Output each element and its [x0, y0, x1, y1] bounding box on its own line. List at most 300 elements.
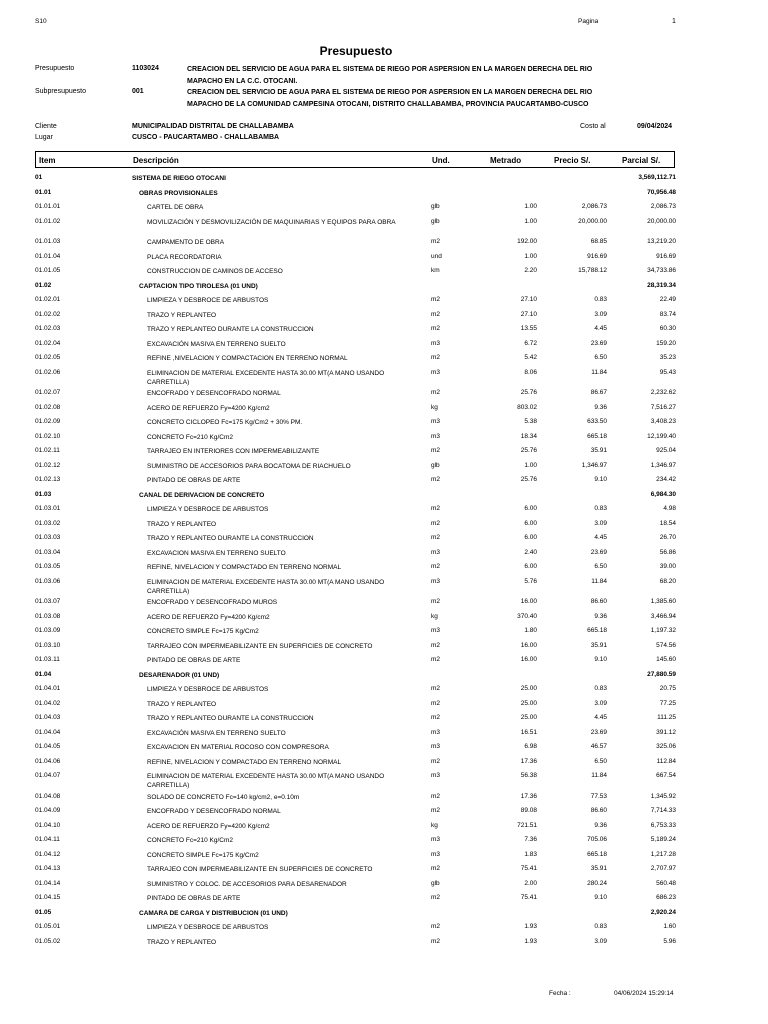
- row-description: EXCAVACION MASIVA EN TERRENO SUELTO: [147, 549, 286, 557]
- row-metrado: 2.40: [524, 548, 537, 556]
- row-parcial: 68.20: [659, 577, 676, 585]
- row-unit: m2: [431, 563, 441, 570]
- row-description: CONCRETO SIMPLE Fc=175 Kg/Cm2: [147, 628, 259, 635]
- row-metrado: 1.00: [524, 217, 537, 225]
- row-description: TRAZO Y REPLANTEO: [147, 520, 217, 528]
- row-item-code: 01.02.01: [35, 296, 61, 303]
- row-description: ENCOFRADO Y DESENCOFRADO NORMAL: [147, 808, 281, 815]
- row-parcial: 12,199.40: [647, 432, 676, 440]
- row-parcial: 3,569,112.71: [638, 174, 676, 181]
- row-unit: m2: [431, 923, 441, 930]
- row-parcial: 34,733.86: [647, 267, 676, 274]
- row-parcial: 2,232.62: [650, 389, 676, 396]
- row-description: CANAL DE DERIVACION DE CONCRETO: [139, 491, 265, 499]
- row-parcial: 26.70: [659, 534, 676, 541]
- row-precio: 11.84: [591, 368, 607, 376]
- row-parcial: 925.04: [656, 447, 676, 454]
- row-parcial: 1.60: [663, 923, 676, 930]
- row-item-code: 01.04.02: [35, 699, 61, 707]
- row-metrado: 27.10: [520, 296, 537, 303]
- row-description: LIMPIEZA Y DESBROCE DE ARBUSTOS: [147, 297, 269, 304]
- row-metrado: 1.83: [524, 850, 537, 858]
- row-item-code: 01.03.10: [35, 641, 61, 649]
- row-item-code: 01.01.03: [35, 238, 61, 245]
- row-parcial: 1,385.60: [650, 598, 676, 605]
- row-unit: m3: [431, 418, 441, 425]
- row-precio: 9.36: [594, 821, 607, 829]
- row-unit: m2: [431, 296, 441, 303]
- row-metrado: 5.38: [524, 418, 537, 425]
- row-unit: m3: [431, 432, 441, 440]
- row-description: LIMPIEZA Y DESBROCE DE ARBUSTOS: [147, 686, 269, 693]
- row-item-code: 01.04.04: [35, 728, 61, 736]
- fecha-label: Fecha :: [549, 990, 571, 997]
- row-item-code: 01.03.05: [35, 563, 61, 570]
- row-item-code: 01.02.09: [35, 418, 61, 425]
- row-parcial: 83.74: [659, 310, 676, 318]
- row-precio: 3.09: [594, 937, 607, 945]
- row-metrado: 75.41: [520, 865, 537, 872]
- row-item-code: 01.05.02: [35, 937, 61, 945]
- row-item-code: 01.04: [35, 670, 52, 678]
- row-unit: m3: [431, 577, 441, 585]
- row-description: ENCOFRADO Y DESENCOFRADO MUROS: [147, 599, 278, 606]
- row-description: PINTADO DE OBRAS DE ARTE: [147, 477, 241, 484]
- row-unit: kg: [431, 612, 438, 620]
- row-description: LIMPIEZA Y DESBROCE DE ARBUSTOS: [147, 924, 269, 931]
- row-parcial: 35.23: [659, 354, 676, 361]
- row-metrado: 18.34: [520, 432, 537, 440]
- row-item-code: 01.04.08: [35, 792, 61, 800]
- row-precio: 3.09: [594, 699, 607, 707]
- row-description: TRAZO Y REPLANTEO DURANTE LA CONSTRUCCION: [147, 715, 314, 722]
- row-unit: m2: [431, 714, 441, 721]
- row-description: TRAZO Y REPLANTEO: [147, 938, 217, 946]
- row-metrado: 721.51: [517, 821, 537, 829]
- row-description: TRAZO Y REPLANTEO DURANTE LA CONSTRUCCION: [147, 535, 314, 542]
- cliente-value: MUNICIPALIDAD DISTRITAL DE CHALLABAMBA: [132, 123, 294, 130]
- row-precio: 665.18: [587, 850, 607, 858]
- row-unit: m2: [431, 238, 441, 245]
- subpresupuesto-code: 001: [132, 88, 144, 95]
- row-parcial: 112.84: [656, 757, 676, 765]
- row-precio: 35.91: [590, 447, 607, 454]
- row-metrado: 16.00: [520, 598, 537, 605]
- row-parcial: 4.98: [663, 505, 676, 512]
- row-precio: 4.45: [594, 325, 607, 332]
- row-item-code: 01.03: [35, 490, 52, 498]
- row-precio: 3.09: [594, 310, 607, 318]
- row-parcial: 6,753.33: [650, 821, 676, 829]
- col-metrado: Metrado: [490, 156, 522, 165]
- row-description: PINTADO DE OBRAS DE ARTE: [147, 657, 241, 664]
- row-description: ELIMINACION DE MATERIAL EXCEDENTE HASTA 30.00 MT(A MANO USANDO CARRETILLA): [147, 369, 385, 386]
- row-metrado: 6.00: [524, 519, 537, 527]
- row-precio: 20,000.00: [578, 217, 607, 225]
- row-precio: 916.69: [587, 252, 607, 260]
- page-label: Pagina: [578, 18, 599, 25]
- row-item-code: 01.03.08: [35, 612, 61, 620]
- row-precio: 665.18: [587, 627, 607, 634]
- row-description: SUMINISTRO DE ACCESORIOS PARA BOCATOMA DE RIACHUELO: [147, 462, 351, 470]
- row-parcial: 5.96: [663, 937, 676, 945]
- row-precio: 23.69: [590, 339, 607, 347]
- row-parcial: 686.23: [656, 894, 676, 901]
- row-description: REFINE ,NIVELACION Y COMPACTACION EN TERRENO NORMAL: [147, 355, 348, 362]
- row-metrado: 89.08: [520, 807, 537, 814]
- row-parcial: 6,984.30: [650, 490, 676, 498]
- row-description: TRAZO Y REPLANTEO DURANTE LA CONSTRUCCION: [147, 326, 314, 333]
- row-item-code: 01.02.07: [35, 389, 61, 396]
- row-unit: m2: [431, 505, 441, 512]
- lugar-value: CUSCO - PAUCARTAMBO - CHALLABAMBA: [132, 134, 280, 141]
- row-unit: m2: [431, 685, 441, 692]
- row-parcial: 325.06: [656, 743, 676, 750]
- row-unit: m3: [431, 627, 441, 634]
- row-unit: m2: [431, 792, 441, 800]
- row-item-code: 01.02.08: [35, 403, 61, 411]
- row-precio: 3.09: [594, 519, 607, 527]
- row-unit: m2: [431, 354, 441, 361]
- row-unit: m2: [431, 937, 441, 945]
- row-precio: 15,788.12: [578, 267, 607, 274]
- row-description: SUMINISTRO Y COLOC. DE ACCESORIOS PARA DESARENADOR: [147, 880, 347, 888]
- system-code: S10: [35, 18, 47, 25]
- row-precio: 0.83: [594, 296, 607, 303]
- fecha-value: 04/06/2024 15:29:14: [614, 990, 674, 997]
- row-item-code: 01.04.10: [35, 821, 61, 829]
- row-metrado: 1.93: [524, 937, 537, 945]
- row-parcial: 13,219.20: [647, 238, 676, 245]
- row-item-code: 01.03.11: [35, 656, 60, 663]
- row-precio: 68.85: [590, 238, 607, 245]
- row-unit: m2: [431, 807, 441, 814]
- row-item-code: 01.03.02: [35, 519, 61, 527]
- row-metrado: 5.42: [524, 354, 537, 361]
- row-unit: m3: [431, 728, 441, 736]
- page-title: Presupuesto: [319, 44, 393, 58]
- row-unit: m2: [431, 389, 441, 396]
- row-precio: 9.36: [594, 403, 607, 411]
- row-metrado: 1.93: [524, 923, 537, 930]
- row-parcial: 5,189.24: [650, 836, 676, 843]
- row-metrado: 1.80: [524, 627, 537, 634]
- row-precio: 1,346.97: [581, 461, 607, 469]
- row-precio: 665.18: [587, 432, 607, 440]
- row-item-code: 01.02.03: [35, 325, 61, 332]
- row-parcial: 234.42: [656, 476, 676, 483]
- row-precio: 6.50: [594, 757, 607, 765]
- row-item-code: 01.03.01: [35, 505, 61, 512]
- row-precio: 2,086.73: [581, 203, 607, 210]
- row-metrado: 6.00: [524, 563, 537, 570]
- row-description: CONCRETO SIMPLE Fc=175 Kg/Cm2: [147, 851, 259, 859]
- cliente-label: Cliente: [35, 123, 57, 130]
- row-parcial: 20.75: [659, 685, 676, 692]
- costo-label: Costo al: [580, 123, 606, 130]
- row-parcial: 3,466.94: [650, 612, 676, 620]
- row-parcial: 1,197.32: [650, 627, 676, 634]
- row-description: TRAZO Y REPLANTEO: [147, 700, 217, 708]
- row-description: EXCAVACIÓN MASIVA EN TERRENO SUELTO: [147, 729, 286, 737]
- col-item: Item: [39, 156, 56, 165]
- subpresupuesto-label: Subpresupuesto: [35, 88, 86, 95]
- row-precio: 6.50: [594, 563, 607, 570]
- row-precio: 0.83: [594, 505, 607, 512]
- row-metrado: 7.36: [524, 836, 537, 843]
- row-unit: m2: [431, 519, 441, 527]
- row-item-code: 01.03.04: [35, 548, 61, 556]
- row-parcial: 7,714.33: [650, 807, 676, 814]
- row-description: TRAZO Y REPLANTEO: [147, 311, 217, 319]
- row-item-code: 01.02.10: [35, 432, 61, 440]
- table-header: [35, 151, 675, 168]
- row-metrado: 13.55: [520, 325, 537, 332]
- row-description: CONCRETO Fc=210 Kg/Cm2: [147, 433, 234, 441]
- row-item-code: 01.03.06: [35, 577, 61, 585]
- row-metrado: 16.00: [520, 656, 537, 663]
- row-item-code: 01.04.06: [35, 757, 61, 765]
- row-item-code: 01.02.13: [35, 476, 61, 483]
- row-unit: m2: [431, 325, 441, 332]
- col-parcial: Parcial S/.: [622, 156, 661, 165]
- row-unit: m3: [431, 836, 441, 843]
- row-metrado: 2.00: [524, 879, 537, 887]
- row-item-code: 01.02: [35, 281, 52, 289]
- row-unit: glb: [431, 217, 440, 225]
- row-unit: m3: [431, 368, 441, 376]
- row-description: CAPTACION TIPO TIROLESA (01 UND): [139, 282, 258, 290]
- row-description: DESARENADOR (01 UND): [139, 671, 220, 679]
- row-precio: 35.91: [590, 641, 607, 649]
- row-description: CARTEL DE OBRA: [147, 204, 204, 211]
- row-metrado: 5.76: [524, 577, 537, 585]
- row-precio: 9.10: [594, 476, 607, 483]
- row-item-code: 01.04.14: [35, 879, 61, 887]
- row-description: ACERO DE REFUERZO Fy=4200 Kg/cm2: [147, 822, 270, 830]
- row-unit: m3: [431, 743, 441, 750]
- row-description: SOLADO DE CONCRETO Fc=140 kg/cm2, e=0.10m: [147, 793, 300, 801]
- row-precio: 46.57: [590, 743, 607, 750]
- row-unit: m2: [431, 598, 441, 605]
- row-unit: km: [431, 267, 440, 274]
- row-precio: 6.50: [594, 354, 607, 361]
- row-precio: 77.53: [590, 792, 607, 800]
- row-item-code: 01.03.03: [35, 534, 61, 541]
- row-metrado: 27.10: [520, 310, 537, 318]
- row-item-code: 01.04.13: [35, 865, 61, 872]
- row-metrado: 1.00: [524, 461, 537, 469]
- row-metrado: 6.72: [524, 339, 537, 347]
- row-description: PINTADO DE OBRAS DE ARTE: [147, 895, 241, 902]
- row-unit: glb: [431, 203, 440, 210]
- row-item-code: 01.04.09: [35, 807, 61, 814]
- row-precio: 23.69: [590, 728, 607, 736]
- row-precio: 11.84: [591, 577, 607, 585]
- row-item-code: 01.04.15: [35, 894, 61, 901]
- row-metrado: 370.40: [517, 612, 537, 620]
- row-item-code: 01.03.09: [35, 627, 61, 634]
- row-item-code: 01.03.07: [35, 598, 61, 605]
- row-metrado: 75.41: [520, 894, 537, 901]
- row-precio: 0.83: [594, 923, 607, 930]
- row-item-code: 01.01.05: [35, 267, 61, 274]
- row-unit: kg: [431, 403, 438, 411]
- row-item-code: 01.04.07: [35, 772, 61, 779]
- col-precio: Precio S/.: [554, 156, 591, 165]
- row-precio: 633.50: [587, 418, 607, 425]
- row-item-code: 01.01.02: [35, 217, 61, 225]
- row-parcial: 77.25: [659, 699, 676, 707]
- row-metrado: 6.98: [524, 743, 537, 750]
- row-metrado: 192.00: [517, 238, 537, 245]
- row-parcial: 3,408.23: [650, 418, 676, 425]
- row-parcial: 159.20: [656, 339, 676, 347]
- col-und: Und.: [432, 156, 450, 165]
- row-description: CAMPAMENTO DE OBRA: [147, 239, 225, 246]
- row-description: PLACA RECORDATORIA: [147, 253, 222, 261]
- row-item-code: 01.05: [35, 908, 52, 916]
- presupuesto-label: Presupuesto: [35, 65, 75, 72]
- row-parcial: 22.49: [659, 296, 676, 303]
- row-description: EXCAVACIÓN MASIVA EN TERRENO SUELTO: [147, 340, 286, 348]
- row-parcial: 70,956.48: [647, 188, 676, 196]
- row-item-code: 01.02.06: [35, 368, 61, 376]
- row-item-code: 01.01.04: [35, 252, 61, 260]
- lugar-label: Lugar: [35, 134, 53, 141]
- row-description: EXCAVACION EN MATERIAL ROCOSO CON COMPRESORA: [147, 744, 329, 751]
- row-description: ELIMINACION DE MATERIAL EXCEDENTE HASTA 30.00 MT(A MANO USANDO CARRETILLA): [147, 773, 385, 789]
- row-metrado: 16.00: [520, 641, 537, 649]
- row-unit: m2: [431, 699, 441, 707]
- row-description: LIMPIEZA Y DESBROCE DE ARBUSTOS: [147, 506, 269, 513]
- row-parcial: 27,880.59: [647, 670, 676, 678]
- row-parcial: 28,319.34: [647, 281, 676, 289]
- row-unit: und: [431, 252, 442, 260]
- row-description: CAMARA DE CARGA Y DISTRIBUCION (01 UND): [139, 909, 288, 917]
- row-item-code: 01.02.11: [35, 447, 60, 454]
- row-parcial: 20,000.00: [647, 217, 676, 225]
- row-parcial: 916.69: [656, 252, 676, 260]
- row-metrado: 2.20: [524, 267, 537, 274]
- row-metrado: 8.06: [524, 368, 537, 376]
- row-item-code: 01.04.01: [35, 685, 61, 692]
- row-precio: 9.10: [594, 894, 607, 901]
- row-precio: 86.67: [590, 389, 607, 396]
- row-description: MOVILIZACIÓN Y DESMOVILIZACIÓN DE MAQUINARIAS Y EQUIPOS PARA OBRA: [147, 218, 396, 226]
- row-metrado: 6.00: [524, 534, 537, 541]
- row-metrado: 1.00: [524, 252, 537, 260]
- row-description: CONSTRUCCION DE CAMINOS DE ACCESO: [147, 268, 283, 275]
- row-precio: 4.45: [594, 714, 607, 721]
- row-parcial: 667.54: [656, 772, 676, 779]
- row-precio: 9.36: [594, 612, 607, 620]
- row-item-code: 01: [35, 174, 43, 181]
- row-metrado: 1.00: [524, 203, 537, 210]
- row-precio: 705.06: [587, 836, 607, 843]
- row-precio: 280.24: [587, 879, 607, 887]
- row-precio: 9.10: [594, 656, 607, 663]
- row-description: CONCRETO CICLOPEO Fc=175 Kg/Cm2 + 30% PM.: [147, 419, 303, 426]
- row-parcial: 60.30: [659, 325, 676, 332]
- row-parcial: 95.43: [659, 368, 676, 376]
- col-descripcion: Descripción: [133, 156, 179, 165]
- row-description: SISTEMA DE RIEGO OTOCANI: [132, 175, 226, 182]
- row-unit: m3: [431, 339, 441, 347]
- row-description: REFINE, NIVELACION Y COMPACTADO EN TERRENO NORMAL: [147, 564, 342, 571]
- row-parcial: 1,345.92: [650, 792, 676, 800]
- row-parcial: 39.00: [659, 563, 676, 570]
- row-metrado: 6.00: [524, 505, 537, 512]
- row-item-code: 01.04.12: [35, 850, 61, 858]
- row-item-code: 01.02.02: [35, 310, 61, 318]
- row-metrado: 25.76: [520, 476, 537, 483]
- row-description: ELIMINACION DE MATERIAL EXCEDENTE HASTA 30.00 MT(A MANO USANDO CARRETILLA): [147, 578, 385, 595]
- row-item-code: 01.02.05: [35, 354, 61, 361]
- row-metrado: 25.76: [520, 447, 537, 454]
- row-unit: glb: [431, 461, 440, 469]
- row-parcial: 574.56: [656, 641, 676, 649]
- row-precio: 4.45: [594, 534, 607, 541]
- row-unit: glb: [431, 879, 440, 887]
- row-description: CONCRETO Fc=210 Kg/Cm2: [147, 837, 234, 844]
- row-description: OBRAS PROVISIONALES: [139, 189, 218, 197]
- row-metrado: 17.36: [520, 792, 537, 800]
- row-metrado: 25.76: [520, 389, 537, 396]
- row-metrado: 25.00: [520, 714, 537, 721]
- row-unit: m2: [431, 865, 441, 872]
- row-parcial: 56.86: [659, 548, 676, 556]
- row-description: ACERO DE REFUERZO Fy=4200 Kg/cm2: [147, 404, 270, 412]
- row-description: TARRAJEO CON IMPERMEABILIZANTE EN SUPERFICIES DE CONCRETO: [147, 866, 373, 873]
- presupuesto-code: 1103024: [132, 65, 159, 72]
- row-parcial: 145.60: [656, 656, 676, 663]
- row-unit: m2: [431, 310, 441, 318]
- row-precio: 86.60: [590, 598, 607, 605]
- row-parcial: 7,516.27: [650, 403, 676, 411]
- row-unit: kg: [431, 821, 438, 829]
- row-precio: 35.91: [590, 865, 607, 872]
- row-parcial: 2,920.24: [650, 908, 676, 916]
- row-unit: m3: [431, 772, 441, 779]
- subpresupuesto-description: CREACION DEL SERVICIO DE AGUA PARA EL SISTEMA DE RIEGO POR ASPERSION EN LA MARGEN DERECHA DEL RIO MAPACHO DE LA COMUNIDAD CAMPESINA OTOCANI, DISTRITO CHALLABAMBA, PROVINCIA PAUCARTAMBO-CUSCO: [187, 89, 593, 108]
- row-unit: m3: [431, 548, 441, 556]
- presupuesto-description: CREACION DEL SERVICIO DE AGUA PARA EL SISTEMA DE RIEGO POR ASPERSION EN LA MARGEN DERECHA DEL RIO MAPACHO EN LA C.C. OTOCANI.: [187, 66, 593, 85]
- row-description: TARRAJEO EN INTERIORES CON IMPERMEABILIZANTE: [147, 448, 320, 455]
- page-number: 1: [672, 18, 676, 25]
- row-item-code: 01.02.04: [35, 339, 61, 347]
- row-item-code: 01.01.01: [35, 203, 61, 210]
- row-unit: m2: [431, 641, 441, 649]
- row-parcial: 1,346.97: [650, 461, 676, 469]
- row-parcial: 560.48: [656, 879, 676, 887]
- row-unit: m3: [431, 850, 441, 858]
- row-item-code: 01.02.12: [35, 461, 61, 469]
- row-description: ACERO DE REFUERZO Fy=4200 Kg/cm2: [147, 613, 270, 621]
- row-item-code: 01.04.05: [35, 743, 61, 750]
- row-parcial: 1,217.28: [650, 850, 676, 858]
- row-metrado: 25.00: [520, 685, 537, 692]
- row-precio: 23.69: [590, 548, 607, 556]
- row-item-code: 01.01: [35, 188, 52, 196]
- row-metrado: 16.51: [520, 728, 537, 736]
- row-unit: m2: [431, 757, 441, 765]
- row-unit: m2: [431, 894, 441, 901]
- row-unit: m2: [431, 476, 441, 483]
- row-description: TARRAJEO CON IMPERMEABILIZANTE EN SUPERFICIES DE CONCRETO: [147, 642, 373, 650]
- row-parcial: 18.54: [659, 519, 676, 527]
- row-description: ENCOFRADO Y DESENCOFRADO NORMAL: [147, 390, 281, 397]
